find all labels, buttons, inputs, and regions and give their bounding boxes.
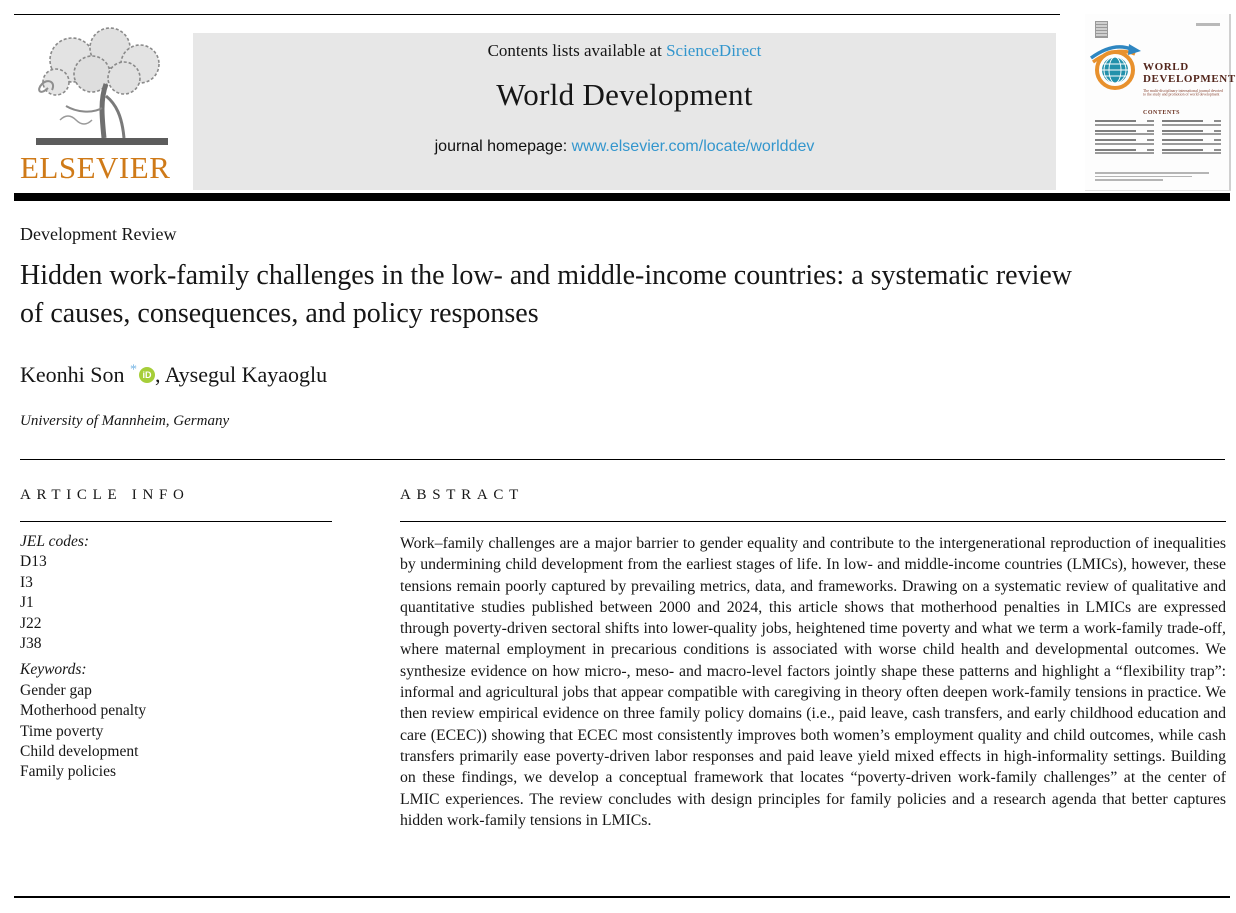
toc-row: [1095, 149, 1154, 155]
toc-row: [1162, 139, 1221, 145]
header-divider-bar: [14, 193, 1230, 201]
abstract-panel: [400, 487, 1226, 831]
toc-row: [1162, 149, 1221, 155]
cover-globe-logo: [1089, 40, 1143, 94]
toc-row: [1095, 130, 1154, 136]
author-name: Aysegul Kayaoglu: [164, 362, 328, 387]
keyword: Family policies: [20, 763, 117, 781]
keyword: Time poverty: [20, 722, 104, 740]
cover-title-line2: DEVELOPMENT: [1143, 73, 1236, 85]
authors-line: [20, 362, 327, 388]
jel-code: I3: [20, 573, 33, 591]
jel-codes-label: JEL codes:: [20, 533, 90, 550]
toc-row: [1095, 120, 1154, 126]
section-divider: [20, 459, 1225, 460]
contents-line: [193, 33, 1056, 61]
homepage-prefix: journal homepage:: [434, 138, 572, 155]
author-name: Keonhi Son: [20, 362, 125, 387]
keyword: Motherhood penalty: [20, 702, 147, 720]
abstract-heading: ABSTRACT: [400, 487, 524, 503]
homepage-line: [193, 138, 1056, 156]
article-section-label: Development Review: [20, 224, 177, 244]
keyword: Child development: [20, 743, 139, 761]
jel-code: D13: [20, 553, 47, 571]
elsevier-logo: [20, 26, 188, 190]
toc-row: [1095, 139, 1154, 145]
toc-row: [1162, 130, 1221, 136]
abstract-text: Work–family challenges are a major barrier to gender equality and contribute to the intergenerational reproduction of inequalities by undermining child development from the earliest stages of life. In low- and middle-income countries (LMICs), however, these tensions remain poorly captured by prevailing metrics, data, and frameworks. Drawing on a systematic review of qualitative and quantitative studies published between 2000 and 2024, this article shows that motherhood penalties in LMICs are expressed through poverty-driven sectoral shifts into lower-quality jobs, heightened time poverty and what we term a work-family trade-off, where maternal employment in precarious conditions is associated with worse child health and developmental outcomes. We synthesize evidence on how micro-, meso- and macro-level factors jointly shape these patterns and highlight a “flexibility trap”: informal and agricultural jobs that appear compatible with caregiving in theory often deepen work-family tensions in practice. We then review empirical evidence on three family policy domains (i.e., paid leave, cash transfers, and early childhood education and care (ECEC)) showing that ECEC most consistently improves both women’s employment quality and child outcomes, while cash transfers primarily ease poverty-driven labor responses and paid leave yield mixed effects in high-informality settings. Building on these findings, we develop a conceptual framework that locates “poverty-driven work-family challenges” at the center of LMIC experiences. The review concludes with design principles for family policies and a research agenda that better captures hidden work-family tensions in LMICs.: [400, 535, 1226, 829]
article-title: Hidden work-family challenges in the low- and middle-income countries: a systematic review of causes, consequences, and policy responses: [20, 260, 1073, 329]
affiliation: University of Mannheim, Germany: [20, 413, 230, 429]
jel-code: J1: [20, 594, 34, 612]
cover-elsevier-mini-icon: [1095, 21, 1108, 38]
toc-row: [1162, 120, 1221, 126]
corresponding-author-marker[interactable]: *: [130, 362, 137, 378]
contents-prefix: Contents lists available at: [487, 41, 667, 60]
jel-code: J38: [20, 635, 42, 653]
top-rule: [14, 14, 1060, 15]
cover-toc: [1095, 120, 1221, 158]
keywords-label: Keywords:: [20, 661, 87, 679]
journal-title: World Development: [496, 77, 753, 112]
jel-code: J22: [20, 614, 42, 632]
keyword: Gender gap: [20, 681, 92, 699]
bottom-rule: [14, 896, 1230, 898]
journal-banner: [193, 33, 1056, 190]
elsevier-wordmark: ELSEVIER: [20, 150, 171, 185]
cover-tagline: The multi-disciplinary international journal devoted to the study and promotion of world development: [1143, 88, 1223, 97]
cover-issn-bar: [1196, 23, 1220, 26]
sciencedirect-link[interactable]: ScienceDirect: [666, 41, 762, 60]
orcid-icon[interactable]: iD: [139, 367, 155, 383]
author-separator: ,: [155, 362, 165, 387]
cover-contents-label: CONTENTS: [1143, 110, 1181, 116]
cover-footer-lines: [1095, 172, 1209, 183]
homepage-link[interactable]: www.elsevier.com/locate/worlddev: [571, 138, 815, 155]
abstract-rule: [400, 521, 1226, 522]
article-info-heading: ARTICLE INFO: [20, 487, 190, 503]
cover-title-line1: WORLD: [1143, 61, 1189, 73]
elsevier-tree-icon: [26, 26, 178, 150]
article-info-rule: [20, 521, 332, 522]
journal-cover-thumbnail[interactable]: [1085, 14, 1236, 191]
article-info-panel: [20, 487, 332, 783]
